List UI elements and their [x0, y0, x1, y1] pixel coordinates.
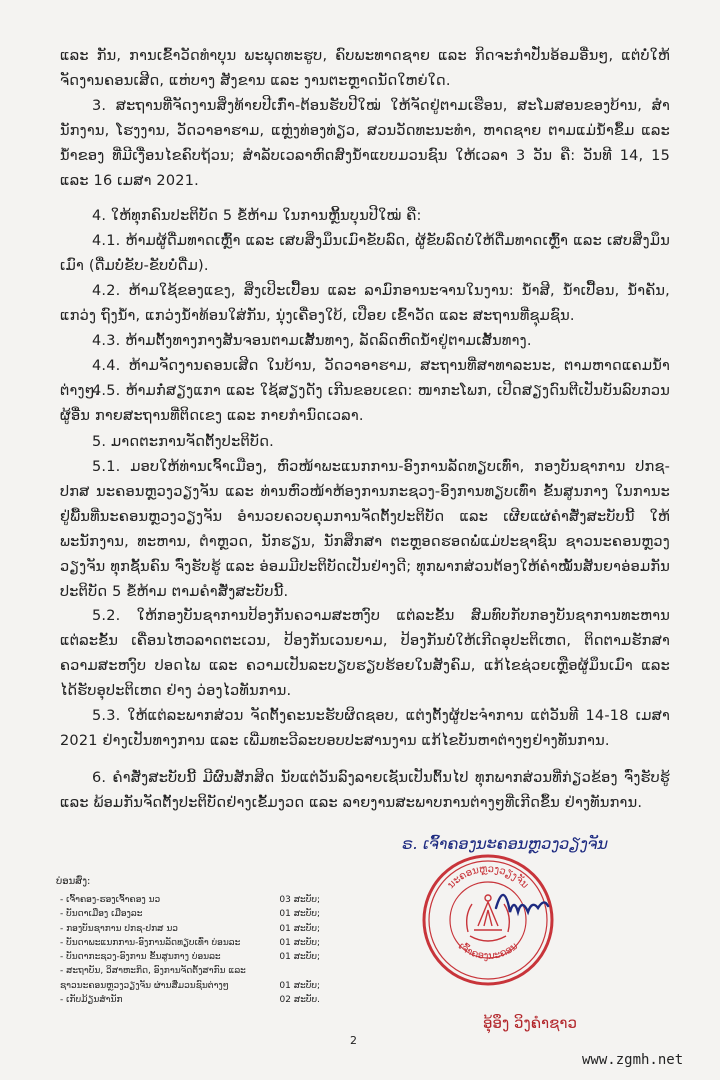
official-seal — [418, 850, 558, 990]
paragraph-4-5: 4.5. ຫ້າມກໍ່ສຽງແກາ ແລະ ໃຊ້ສຽງດັງ ເກີນຂອບເຂດ: ໜາກະໂພກ, ເປີດສຽງດົນຕີເປັນບັນລົບກວນຜູ້ອື່ນ ກາຍສະຖານທີ່ຕິດເຂງ ແລະ ກາຍກໍານົດເວລາ. — [60, 383, 670, 424]
list-item: - ສະຖາບັນ, ວິສາຫະກິດ, ອົງການຈັດຕັ້ງສາກົນ ແລະ — [60, 966, 246, 977]
paragraph-4-4: 4.4. ຫ້າມຈັດງານຄອນເສີດ ໃນບ້ານ, ວັດວາອາຮາມ, ສະຖານທີ່ສາທາລະນະ, ຕາມຫາດແຄມນໍ້າຕ່າງໆ. — [60, 358, 670, 399]
paragraph-5-1: 5.1. ມອບໃຫ້ທ່ານເຈົ້າເມືອງ, ຫົວໜ້າພະແນກການ-ອົງການລັດທຽບເທົ່າ, ກອງບັນຊາການ ປກຊ-ປກສ ນະຄອນຫຼວງວຽງຈັນ ແລະ ທ່ານຫົວໜ້າຫ້ອງການກະຊວງ-ອົງການທຽບເທົ່າ ຂັ້ນສູນກາງ ໃນການະຢູ່ພື້ນທີ່ນະຄອນຫຼວງວຽງຈັນ ອໍານວຍຄວບຄຸມການຈັດຕັ້ງປະຕິບັດ ແລະ ເຜີຍແຜ່ຄໍາສັ່ງສະບັບນີ້ ໃຫ້ພະນັກງານ, ທະຫານ, ຕໍາຫຼວດ, ນັກຮຽນ, ນັກສຶກສາ ຕະຫຼອດຮອດພໍ່ແມ່ປະຊາຊົນ ຊາວນະຄອນຫຼວງວຽງຈັນ ທຸກຊັ້ນຄົນ ຈົ່ງຮັບຮູ້ ແລະ ອ່ອມມີປະຕິບັດເປັນຢ່າງດີ; ທຸກພາກສ່ວນຕ້ອງໃຫ້ຄໍາໝັ້ນສັນຍາອ່ອມກັນປະຕິບັດ 5 ຂໍ້ຫ້າມ ຕາມຄໍາສັ່ງສະບັບນີ້. — [60, 459, 670, 600]
paragraph-5-3: 5.3. ໃຫ້ແຕ່ລະພາກສ່ວນ ຈັດຕັ້ງຄະນະຮັບຜິດຊອບ, ແຕ່ງຕັ້ງຜູ້ປະຈໍາການ ແຕ່ວັນທີ 14-18 ເມສາ 2021 ຢ່າງເປັນທາງການ ແລະ ເພີ່ມທະວີລະບອບປະສານງານ ແກ້ໄຂບັນຫາຕ່າງໆຢ່າງທັນການ. — [60, 708, 670, 749]
paragraph-3: 3. ສະຖານທີ່ຈັດງານສິ່ງທ້າຍປີເກົ່າ-ຕ້ອນຮັບປີໃໝ່ ໃຫ້ຈັດຢູ່ຕາມເຮືອນ, ສະໂມສອນຂອງບ້ານ, ສໍານັກງານ, ໂຮງງານ, ວັດວາອາຮາມ, ແຫຼ່ງທ່ອງທ່ຽວ, ສວນວັດທະນະທໍາ, ຫາດຊາຍ ຕາມແມ່ນໍ້າຂຶ້ມ ແລະ ນໍ້າຂອງ ທີ່ມີເງື່ອນໄຂຄົບຖ້ວນ; ສໍາລັບເວລາຫົດສົງນໍ້າແບບມວນຊົນ ໃຫ້ເວລາ 3 ວັນ ຄື: ວັນທີ 14, 15 ແລະ 16 ເມສາ 2021. — [60, 98, 670, 189]
paragraph-4-2: 4.2. ຫ້າມໃຊ້ຂອງແຂງ, ສິ່ງເປິະເປື້ອນ ແລະ ລາມົກອານະຈານໃນງານ: ນໍ້າສີ, ນໍ້າເປື້ອນ, ນໍ້າຄັນ, ແກວ່ງ ຖົງນໍ້າ, ແກວ່ງນໍ້າທ້ອນໃສ່ກັນ, ນຸ່ງເຄື່ອງໃບ້, ເປືອຍ ເຂົ້າວັດ ແລະ ສະຖານທີ່ຊຸມຊົນ. — [60, 283, 670, 324]
list-item: - ບັນດາພະແນກການ-ອົງການລັດທຽບເທົ່າ ບ່ອນລະ 01 ສະບັບ; — [60, 937, 320, 948]
recipients-list — [60, 893, 320, 1007]
watermark: www.zgmh.net — [582, 1052, 684, 1068]
emblem-icon — [467, 895, 510, 941]
signatory-name: ອຸ້ອຶງ ວິງຄໍາຊາວ — [483, 1014, 577, 1032]
list-item: - ເກັບມ້ຽນສໍານັກ 02 ສະບັບ. — [60, 995, 320, 1006]
recipients-title: ບ່ອນສົ່ງ: — [56, 876, 91, 887]
paragraph-4: 4. ໃຫ້ທຸກຄົນປະຕິບັດ 5 ຂໍ້ຫ້າມ ໃນການຫຼິ້ນບຸນປີໃໝ່ ຄື: — [92, 208, 422, 224]
seal-bottom-text: ເຈົ້າຄອງນະຄອນ — [455, 940, 521, 962]
paragraph-5: 5. ມາດຕະການຈັດຕັ້ງປະຕິບັດ. — [92, 434, 274, 450]
signature-title: ຣ. ເຈົ້າຄອງນະຄອນຫຼວງວຽງຈັນ — [402, 834, 608, 853]
seal-top-text: ນະຄອນຫຼວງວຽງຈັນ — [445, 863, 531, 891]
page-number: 2 — [350, 1034, 357, 1047]
list-item: - ເຈົ້າຄອງ-ຮອງເຈົ້າຄອງ ນວ 03 ສະບັບ; — [60, 895, 320, 905]
list-item: - ກອງບັນຊາການ ປກຊ-ປກສ ນວ 01 ສະບັບ; — [60, 923, 320, 934]
paragraph-continuation: ແລະ ກັນ, ການເຂົ້າວັດທຳບຸນ ພະພຸດທະຮູບ, ຄົບພະທາດຊາຍ ແລະ ກິດຈະກໍາປັ່ນອ້ອມອື່ນໆ, ແຕ່ບໍ່ໃຫ້ຈັດງານຄອນເສີດ, ແຫ່ບາງ ສັງຂານ ແລະ ງານຕະຫຼາດນັດໃຫຍ່ໃດ. — [60, 48, 670, 89]
paragraph-6: 6. ຄໍາສັ່ງສະບັບນີ້ ມີຜົນສັກສິດ ນັບແຕ່ວັນລົງລາຍເຊັນເປັນຕົ້ນໄປ ທຸກພາກສ່ວນທີ່ກ່ຽວຂ້ອງ ຈົ່ງຮັບຮູ້ ແລະ ພ້ອມກັນຈັດຕັ້ງປະຕິບັດຢ່າງເຂັ້ມງວດ ແລະ ລາຍງານສະພາບການຕ່າງໆທີ່ເກີດຂຶ້ນ ຢ່າງທັນການ. — [60, 770, 670, 811]
list-item: - ບັນດາກະຊວງ-ອົງການ ຂັ້ນສູນກາງ ບ່ອນລະ 01 ສະບັບ; — [60, 952, 320, 963]
paragraph-4-1: 4.1. ຫ້າມຜູ້ດື່ມທາດເຫຼົ້າ ແລະ ເສບສິ່ງມຶນເມົາຂັບລົດ, ຜູ້ຂັບລົດບໍ່ໃຫ້ດື່ມທາດເຫຼົ້າ ແລະ ເສບສິ່ງມຶນເມົາ (ດື່ມບໍ່ຂັບ-ຂັບບໍ່ດື່ມ). — [60, 233, 670, 274]
paragraph-5-2: 5.2. ໃຫ້ກອງບັນຊາການປ້ອງກັນຄວາມສະຫງົບ ແຕ່ລະຂັ້ນ ສົມທົບກັບກອງບັນຊາການທະຫານ ແຕ່ລະຂັ້ນ ເຄື່ອນໄຫວລາດຕະເວນ, ປ້ອງກັນເວນຍາມ, ປ້ອງກັນບໍ່ໃຫ້ເກີດອຸປະຕິເຫດ, ຕິດຕາມຮັກສາຄວາມສະຫງົບ ປອດໄພ ແລະ ຄວາມເປັນລະບຽບຮຽບຮ້ອຍໃນສັງຄົມ, ແກ້ໄຂຊ່ວຍເຫຼືອຜູ້ມຶນເມົາ ແລະ ໄດ້ຮັບອຸປະຕິເຫດ ຢ່າງ ວ່ອງໄວທັນການ. — [60, 608, 670, 699]
list-item: - ບັນດາເມືອງ ເມືອງລະ 01 ສະບັບ; — [60, 909, 320, 920]
paragraph-4-3: 4.3. ຫ້າມຕັ້ງທາງກາງສັນຈອນຕາມເສັ້ນທາງ, ລັດລົດຫົດນໍ້າຢູ່ຕາມເສັ້ນທາງ. — [92, 333, 532, 349]
list-item: ຊາວນະຄອນຫຼວງວຽງຈັນ ຜ່ານສື່ມວນຊົນຕ່າງໆ 01 ສະບັບ; — [60, 980, 320, 991]
